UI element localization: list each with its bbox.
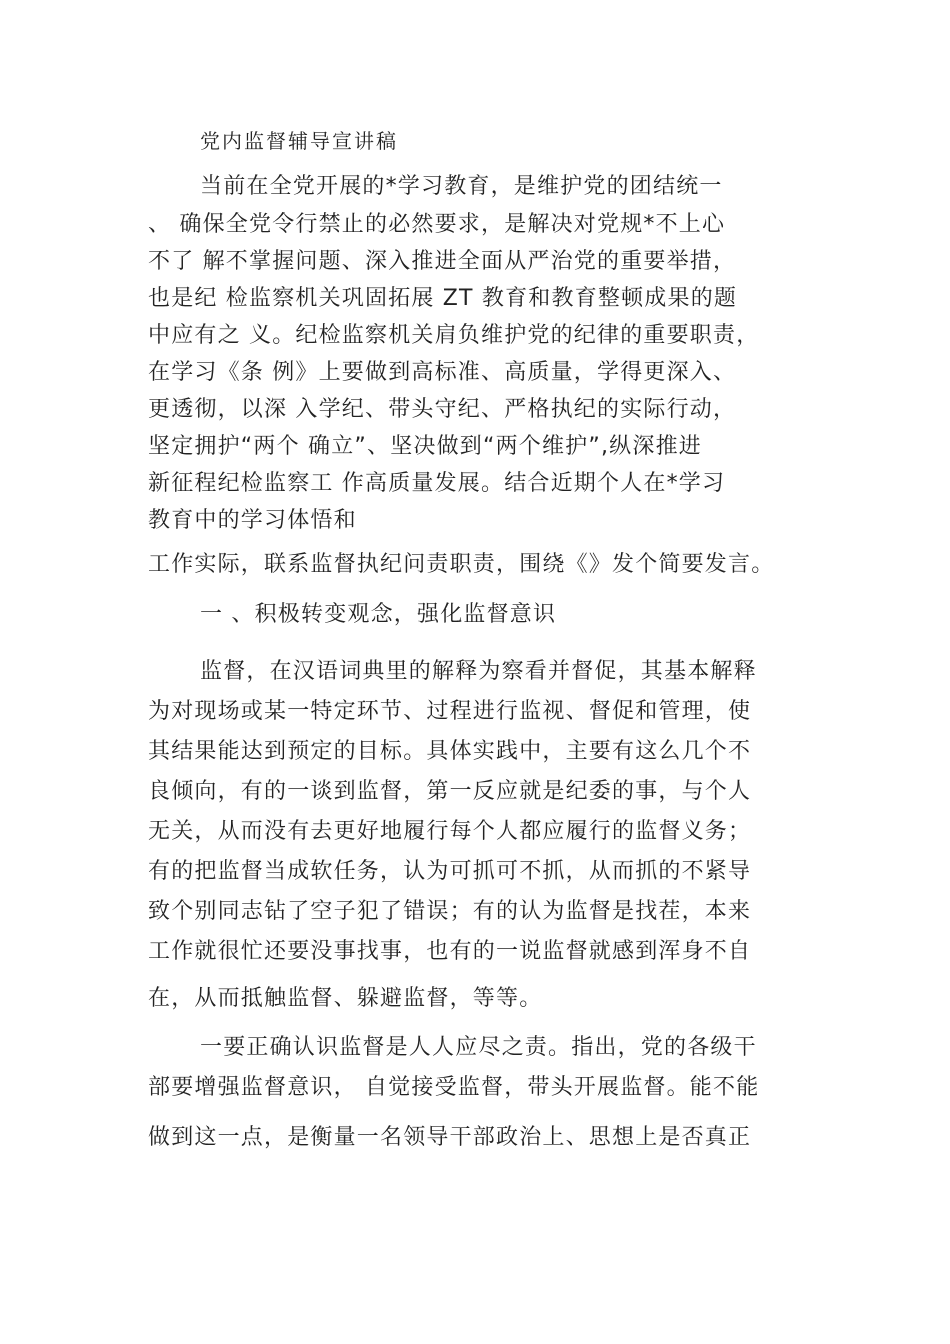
text-line: 无关，从而没有去更好地履行每个人都应履行的监督义务；: [148, 819, 752, 844]
text-line: 新征程纪检监察工 作高质量发展。结合近期个人在*学习: [148, 471, 726, 496]
text-line: 其结果能达到预定的目标。具体实践中，主要有这么几个不: [148, 739, 752, 764]
text-line: 在学习《条 例》上要做到高标准、高质量，学得更深入、: [148, 360, 737, 385]
text-line: 监督，在汉语词典里的解释为察看并督促，其基本解释: [200, 659, 757, 684]
text-line: 有的把监督当成软任务，认为可抓可不抓，从而抓的不紧导: [148, 859, 752, 884]
text-line: 为对现场或某一特定环节、过程进行监视、督促和管理，使: [148, 699, 752, 724]
text-line: 教育中的学习体悟和: [148, 508, 357, 533]
text-line: 、 确保全党令行禁止的必然要求，是解决对党规*不上心: [148, 212, 726, 237]
text-line: 部要增强监督意识， 自觉接受监督，带头开展监督。能不能: [148, 1075, 760, 1100]
text-line: 当前在全党开展的*学习教育，是维护党的团结统一: [200, 174, 723, 199]
text-line: 更透彻，以深 入学纪、带头守纪、严格执纪的实际行动，: [148, 397, 737, 422]
text-line: 在，从而抵触监督、躲避监督，等等。: [148, 986, 543, 1011]
document-title: 党内监督辅导宣讲稿: [200, 129, 398, 153]
text-line: 致个别同志钻了空子犯了错误；有的认为监督是找茬，本来: [148, 899, 752, 924]
text-line: 一要正确认识监督是人人应尽之责。指出，党的各级干: [200, 1035, 757, 1060]
text-line: 工作实际，联系监督执纪问责职责，围绕《》发个简要发言。: [148, 552, 775, 577]
section-heading: 一 、积极转变观念，强化监督意识: [200, 602, 557, 627]
text-line: 工作就很忙还要没事找事，也有的一说监督就感到浑身不自: [148, 939, 752, 964]
text-line: 也是纪 检监察机关巩固拓展 ZT 教育和教育整顿成果的题: [148, 286, 738, 311]
text-line: 中应有之 义。纪检监察机关肩负维护党的纪律的重要职责，: [148, 323, 760, 348]
text-line: 坚定拥护“两个 确立”、坚决做到“两个维护”,纵深推进: [148, 434, 702, 459]
text-line: 不了 解不掌握问题、深入推进全面从严治党的重要举措，: [148, 249, 737, 274]
text-line: 做到这一点，是衡量一名领导干部政治上、思想上是否真正: [148, 1125, 752, 1150]
text-line: 良倾向，有的一谈到监督，第一反应就是纪委的事，与个人: [148, 779, 752, 804]
